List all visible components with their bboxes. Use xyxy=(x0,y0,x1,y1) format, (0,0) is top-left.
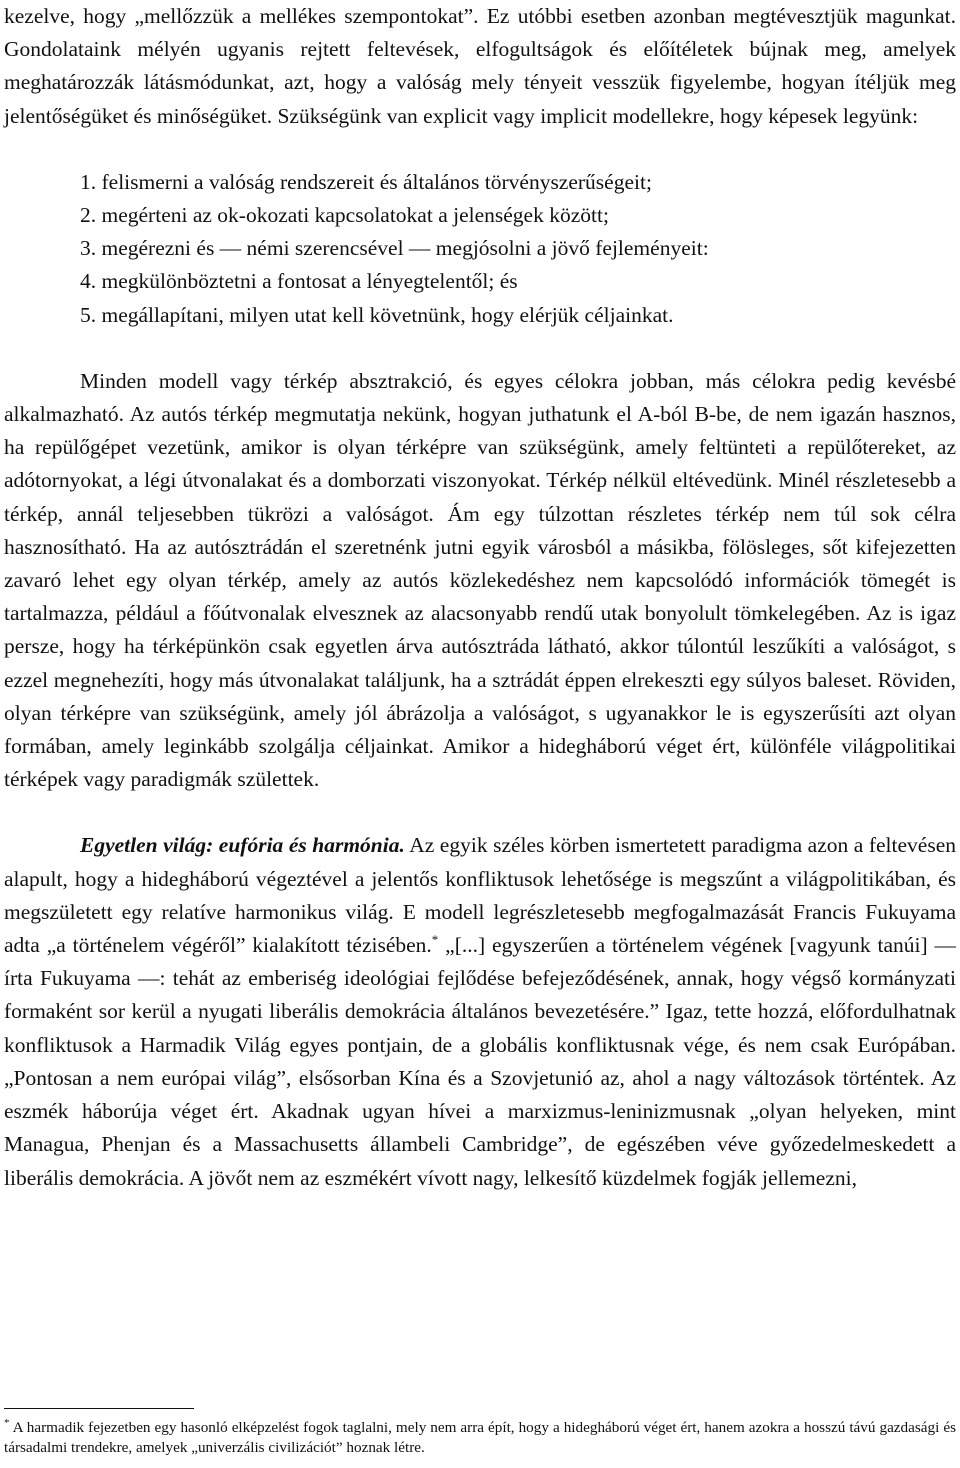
list-item: 5. megállapítani, milyen utat kell követnünk, hogy elérjük céljainkat. xyxy=(80,302,674,327)
spacer xyxy=(4,796,956,829)
paragraph-text: Az egyik széles körben ismertetett paradigma azon a feltevésen alapult, hogy a hidegháború végeztével a jelentős konfliktusok lehetősége is megszűnt a világpolitikában, és megszületett egy relatíve harmonikus világ. E modell legrészletesebb megfogalmazását Francis Fukuyama adta „a történelem végéről” kialakított tézisében. xyxy=(4,833,956,958)
footnote-separator xyxy=(4,1408,194,1409)
spacer xyxy=(4,332,956,365)
list-item: 2. megérteni az ok-okozati kapcsolatokat a jelenségek között; xyxy=(80,203,609,228)
footnote xyxy=(4,1418,956,1458)
document-body xyxy=(4,0,956,1195)
footnote-reference: * xyxy=(431,931,439,947)
spacer xyxy=(4,133,956,166)
paragraph-maps: Minden modell vagy térkép absztrakció, és egyes célokra jobban, más célokra pedig kevésbé alkalmazható. Az autós térkép megmutatja nekünk, hogyan juthatunk el A-ból B-be, de nem igazán hasznos, ha repülőgépet vezetünk, amikor is olyan térképre van szükségünk, amely feltünteti a repülőtereket, az adótornyokat, a légi útvonalakat és a domborzati viszonyokat. Térkép nélkül eltévedünk. Minél részletesebb a térkép, annál teljesebben tükrözi a valóságot. Ám egy túlzottan részletes térkép nem túl sok célra hasznosítható. Ha az autósztrádán el szeretnénk jutni egyik városból a másikba, fölösleges, sőt kifejezetten zavaró lehet egy olyan térkép, amely az autós közlekedéshez nem kapcsolódó információk tömegét is tartalmazza, például a főútvonalak elvesznek az alacsonyabb rendű utak bonyolult tömkelegében. Az is igaz persze, hogy ha térképünkön csak egyetlen árva autósztráda látható, akkor túlontúl leszűkíti a valóságot, s ezzel megnehezíti, hogy más útvonalakat találjunk, ha a sztrádát éppen elrekeszti egy súlyos baleset. Röviden, olyan térképre van szükségünk, amely jól ábrázolja a valóságot, s ugyanakkor le is egyszerűsíti azt olyan formában, amely leginkább szolgálja céljainkat. Amikor a hidegháború véget ért, különféle világpolitikai térképek vagy paradigmák születtek. xyxy=(4,368,956,792)
list-item: 3. megérezni és ― némi szerencsével ― megjósolni a jövő fejleményeit: xyxy=(80,236,709,261)
section-heading: Egyetlen világ: eufória és harmónia. xyxy=(80,833,405,858)
footnote-mark: * xyxy=(4,1416,10,1429)
paragraph-intro: kezelve, hogy „mellőzzük a mellékes szempontokat”. Ez utóbbi esetben azonban megtévesztjük magunkat. Gondolataink mélyén ugyanis rejtett feltevések, elfogultságok és előítéletek bújnak meg, amelyek meghatározzák látásmódunkat, azt, hogy a valóság mely tényeit vesszük figyelembe, hogyan ítéljük meg jelentőségüket és minőségüket. Szükségünk van explicit vagy implicit modellekre, hogy képesek legyünk: xyxy=(4,4,956,128)
footnote-text: A harmadik fejezetben egy hasonló elképzelést fogok taglalni, mely nem arra épít, hogy a hidegháború véget ért, hanem azokra a hosszú távú gazdasági és társadalmi trendekre, amelyek „univerzális civilizációt” hoznak létre. xyxy=(4,1419,956,1456)
list-item: 1. felismerni a valóság rendszereit és általános törvényszerűségeit; xyxy=(80,169,652,194)
list-item: 4. megkülönböztetni a fontosat a lényegtelentől; és xyxy=(80,269,518,294)
paragraph-one-world xyxy=(4,829,956,1194)
numbered-list xyxy=(4,166,956,332)
paragraph-text: „[...] egyszerűen a történelem végének [vagyunk tanúi] ― írta Fukuyama ―: tehát az emberiség ideológiai fejlődése befejeződésének, annak, hogy végső kormányzati formaként sor kerül a nyugati liberális demokrácia általános bevezetésére.” Igaz, tette hozzá, előfordulhatnak konfliktusok a Harmadik Világ egyes pontjain, de a globális konfliktusnak vége, és nem csak Európában. „Pontosan a nem európai világ”, elsősorban Kína és a Szovjetunió az, ahol a nagy változások történtek. Az eszmék háborúja véget ért. Akadnak ugyan hívei a marxizmus-leninizmusnak „olyan helyeken, mint Managua, Phenjan és a Massachusetts állambeli Cambridge”, de egészében véve győzedelmeskedett a liberális demokrácia. A jövőt nem az eszmékért vívott nagy, lelkesítő küzdelmek fogják jellemezni, xyxy=(4,933,957,1190)
